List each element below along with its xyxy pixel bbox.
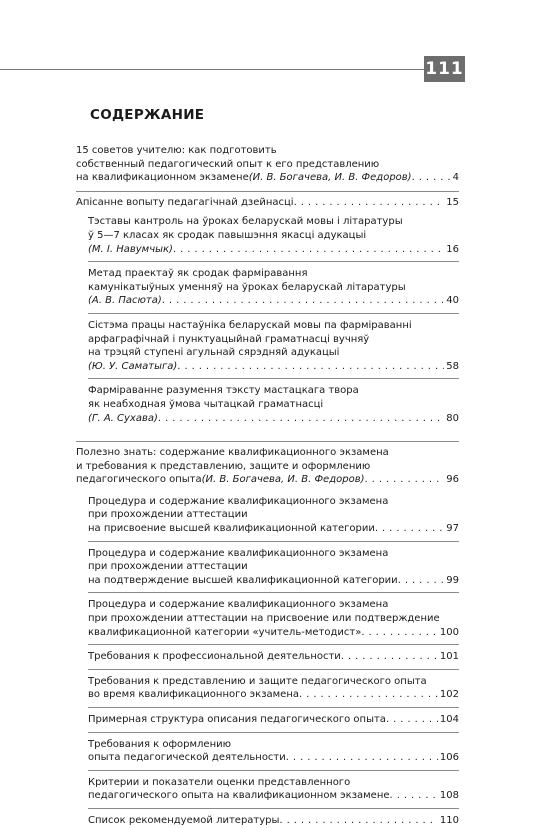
toc-separator <box>88 770 459 771</box>
toc-entry-last-line <box>88 713 459 727</box>
toc-entry-last-line <box>88 294 459 308</box>
toc-entry-text: на присвоение высшей квалификационной категории <box>88 523 375 535</box>
toc-page-number: 40 <box>446 295 459 307</box>
toc-separator <box>76 191 459 192</box>
toc-entry-line: Фарміраванне разумення тэксту мастацкага твора <box>88 385 359 397</box>
toc-entry-line: и требования к представлению, защите и оформлению <box>76 460 371 472</box>
page-number: 111 <box>424 56 465 82</box>
toc-entry-text: во время квалификационного экзамена <box>88 689 299 701</box>
toc-entry[interactable] <box>88 384 459 425</box>
toc-leader-dots <box>412 171 451 185</box>
toc-separator <box>88 541 459 542</box>
toc-separator <box>88 261 459 262</box>
toc-page-number: 108 <box>439 790 459 802</box>
toc-entry-last-line <box>76 171 459 185</box>
toc-leader-dots <box>398 574 445 588</box>
header-rule <box>0 69 424 70</box>
toc-entry-author: (Ю. У. Саматыга) <box>88 360 178 372</box>
toc-entry-last-line <box>88 688 459 702</box>
toc-entry[interactable] <box>88 675 459 702</box>
toc-entry-line: Полезно знать: содержание квалификационного экзамена <box>76 447 389 459</box>
toc-entry-text: педагогического опыта <box>76 474 202 486</box>
toc-entry-last-line <box>76 473 459 487</box>
toc-spacer <box>76 487 459 495</box>
toc-entry[interactable] <box>88 776 459 803</box>
toc-page-number: 100 <box>439 626 459 638</box>
toc-entry-line: 15 советов учителю: как подготовить <box>76 145 277 156</box>
toc-page-number: 96 <box>446 474 459 486</box>
toc-entry-text: квалификационной категории «учитель-методист» <box>88 626 362 638</box>
toc-page-number: 106 <box>439 752 459 764</box>
toc-entry-last-line <box>88 360 459 374</box>
toc-leader-dots <box>294 196 445 210</box>
toc-entry-last-line <box>88 789 459 803</box>
toc-entry[interactable] <box>88 814 459 828</box>
toc-entry-author: (И. В. Богачева, И. В. Федоров) <box>248 172 412 184</box>
toc-leader-dots <box>361 626 438 640</box>
toc-entry-text: опыта педагогической деятельности <box>88 752 286 764</box>
toc-separator <box>88 592 459 593</box>
toc-leader-dots <box>299 688 438 702</box>
toc-entry[interactable] <box>76 144 459 185</box>
toc-entry-last-line <box>88 522 459 536</box>
toc-page-number: 80 <box>446 412 459 424</box>
toc-page-number: 104 <box>439 714 459 725</box>
toc-entry-line: Процедура и содержание квалификационного экзамена <box>88 547 389 559</box>
toc-entry-line: Процедура и содержание квалификационного экзамена <box>88 599 389 611</box>
toc-entry-text: Список рекомендуемой литературы <box>88 814 280 826</box>
toc-separator <box>88 669 459 670</box>
toc-entry-line: на трэцяй ступені агульнай сярэдняй адукацыі <box>88 347 340 359</box>
toc-entry-last-line <box>88 574 459 588</box>
toc-separator <box>88 808 459 809</box>
toc-entry-text: педагогического опыта на квалификационном экзамене <box>88 790 390 802</box>
toc-page-number: 16 <box>446 243 459 255</box>
toc-entry[interactable] <box>88 598 459 639</box>
toc-entry-last-line <box>88 751 459 765</box>
toc-separator <box>88 313 459 314</box>
toc-leader-dots <box>386 713 438 727</box>
toc-entry-text: на подтверждение высшей квалификационной категории <box>88 574 398 586</box>
toc-entry-line: Процедура и содержание квалификационного экзамена <box>88 495 389 507</box>
toc-entry[interactable] <box>88 547 459 588</box>
toc-page-number: 4 <box>452 172 459 184</box>
toc-entry-author: (А. В. Пасюта) <box>88 295 162 307</box>
toc-entry-line: при прохождении аттестации на присвоение или подтверждение <box>88 613 440 625</box>
toc-entry-line: арфаграфічнай і пунктуацыйнай граматнасці вучняў <box>88 333 370 345</box>
toc-separator <box>88 707 459 708</box>
table-of-contents <box>76 144 459 828</box>
toc-entry[interactable] <box>76 446 459 487</box>
toc-page-number: 102 <box>439 689 459 701</box>
toc-spacer <box>76 425 459 441</box>
toc-separator <box>88 378 459 379</box>
toc-entry-line: при прохождении аттестации <box>88 509 248 521</box>
toc-entry-line: при прохождении аттестации <box>88 561 248 573</box>
toc-leader-dots <box>279 814 438 828</box>
page-title: СОДЕРЖАНИЕ <box>90 107 205 123</box>
toc-leader-dots <box>173 243 444 257</box>
toc-page-number: 58 <box>446 360 459 372</box>
toc-entry-last-line <box>88 650 459 664</box>
toc-leader-dots <box>390 789 438 803</box>
toc-entry[interactable] <box>88 650 459 664</box>
toc-entry-line: Сістэма працы настаўніка беларускай мовы па фарміраванні <box>88 319 412 331</box>
toc-entry[interactable] <box>88 713 459 727</box>
toc-separator <box>88 732 459 733</box>
toc-entry-line: Требования к представлению и защите педагогического опыта <box>88 675 427 687</box>
toc-entry[interactable] <box>88 319 459 373</box>
toc-entry-last-line <box>88 412 459 426</box>
toc-entry-last-line <box>88 243 459 257</box>
toc-entry-line: Метад праектаў як сродак фарміравання <box>88 268 308 280</box>
toc-entry-line: Тэставы кантроль на ўроках беларускай мовы і літаратуры <box>88 216 403 228</box>
toc-page-number: 110 <box>439 814 459 826</box>
toc-leader-dots <box>158 412 444 426</box>
toc-entry-line: ў 5—7 класах як сродак павышэння якасці адукацыі <box>88 229 367 241</box>
toc-leader-dots <box>177 360 444 374</box>
toc-entry-text: на квалификационном экзамене <box>76 172 249 184</box>
toc-entry-last-line <box>88 626 459 640</box>
toc-entry-last-line <box>76 196 459 210</box>
toc-leader-dots <box>286 751 438 765</box>
toc-separator <box>76 441 459 442</box>
toc-entry-line: Требования к оформлению <box>88 738 232 750</box>
toc-separator <box>88 644 459 645</box>
toc-entry-line: як неабходная ўмова чытацкай граматнасці <box>88 398 324 410</box>
toc-leader-dots <box>162 294 445 308</box>
toc-leader-dots <box>375 522 444 536</box>
toc-leader-dots <box>365 473 445 487</box>
toc-entry-text: Апісанне вопыту педагагічнай дзейнасці <box>76 196 294 208</box>
toc-entry-author: (И. В. Богачева, И. В. Федоров) <box>201 474 365 486</box>
toc-page-number: 97 <box>446 523 459 535</box>
toc-leader-dots <box>341 650 438 664</box>
toc-entry[interactable] <box>76 196 459 210</box>
toc-entry-line: собственный педагогический опыт к его представлению <box>76 158 380 170</box>
toc-entry[interactable] <box>88 495 459 536</box>
toc-page-number: 101 <box>439 651 459 663</box>
toc-entry-author: (М. І. Навумчык) <box>88 243 173 255</box>
toc-page-number: 99 <box>446 574 459 586</box>
toc-entry-line: камунікатыўных уменняў на ўроках беларускай літаратуры <box>88 281 406 293</box>
toc-page-number: 15 <box>446 196 459 208</box>
toc-entry-text: Требования к профессиональной деятельности <box>88 651 341 663</box>
toc-entry[interactable] <box>88 267 459 308</box>
toc-entry[interactable] <box>88 215 459 256</box>
toc-entry-author: (Г. А. Сухава) <box>88 412 158 424</box>
toc-entry-last-line <box>88 814 459 828</box>
toc-entry-line: Критерии и показатели оценки представленного <box>88 776 351 788</box>
toc-entry-text: Примерная структура описания педагогического опыта <box>88 714 386 725</box>
toc-entry[interactable] <box>88 738 459 765</box>
